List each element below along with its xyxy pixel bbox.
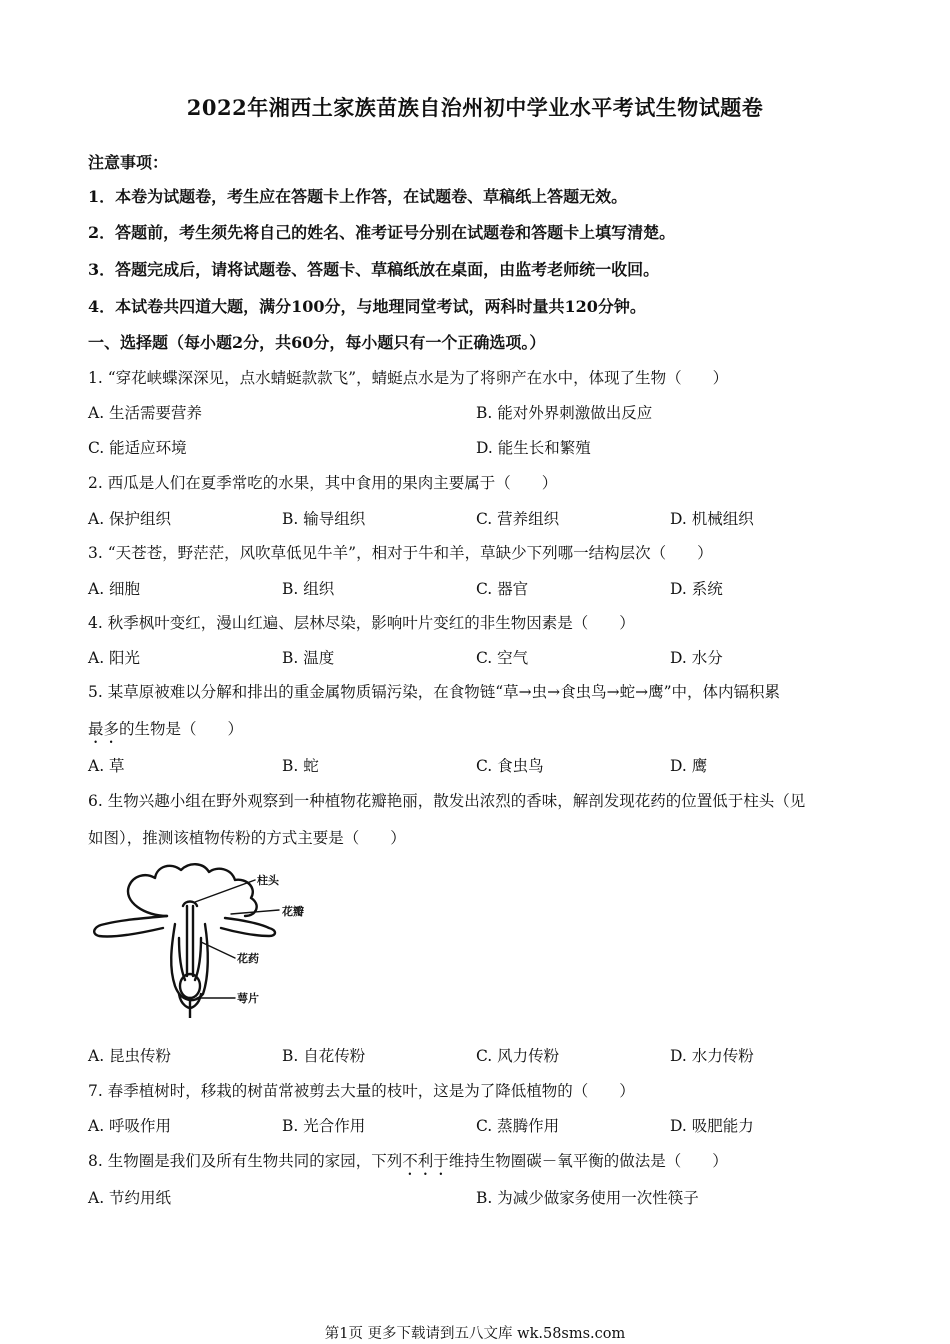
option: D. 能生长和繁殖 [476, 439, 591, 457]
stamen-line [179, 938, 185, 980]
notice-item: 2．答题前，考生须先将自己的姓名、准考证号分别在试题卷和答题卡上填写清楚。 [88, 223, 676, 242]
label-stigma: 柱头 [257, 874, 279, 887]
option: D. 系统 [670, 580, 723, 598]
option: C. 空气 [476, 649, 529, 667]
option: C. 营养组织 [476, 510, 560, 528]
question-stem-line2 [88, 717, 243, 747]
option: B. 蛇 [282, 757, 319, 775]
option: D. 水分 [670, 649, 723, 667]
emphasis-text: 不利于 [402, 1152, 449, 1170]
notice-item: 4．本试卷共四道大题，满分100分，与地理同堂考试，两科时量共120分钟。 [88, 297, 646, 316]
option: B. 自花传粉 [282, 1047, 366, 1065]
corolla-tube [171, 924, 208, 1000]
option: B. 能对外界刺激做出反应 [476, 404, 653, 422]
stem-tail: 的生物是（ ） [119, 720, 244, 738]
question-stem [88, 1149, 728, 1179]
option: A. 昆虫传粉 [88, 1047, 172, 1065]
question-stem-line2: 如图），推测该植物传粉的方式主要是（ ） [88, 829, 406, 847]
label-sepal: 萼片 [237, 992, 259, 1005]
stamen-line [195, 938, 201, 980]
petal-left-outline [94, 916, 167, 937]
option: C. 食虫鸟 [476, 757, 544, 775]
option: B. 组织 [282, 580, 335, 598]
question-stem: 4. 秋季枫叶变红，漫山红遍、层林尽染，影响叶片变红的非生物因素是（ ） [88, 614, 635, 632]
option: C. 能适应环境 [88, 439, 187, 457]
option: A. 保护组织 [88, 510, 172, 528]
option: B. 为减少做家务使用一次性筷子 [476, 1189, 699, 1207]
option: A. 草 [88, 757, 125, 775]
question-stem: 3. “天苍苍，野茫茫，风吹草低见牛羊”，相对于牛和羊，草缺少下列哪一结构层次（ ） [88, 544, 713, 562]
option: A. 细胞 [88, 580, 141, 598]
option: A. 节约用纸 [88, 1189, 172, 1207]
option: D. 吸肥能力 [670, 1117, 754, 1135]
notice-item: 1．本卷为试题卷，考生应在答题卡上作答，在试题卷、草稿纸上答题无效。 [88, 187, 628, 206]
petal-right-outline [221, 918, 275, 936]
option: C. 风力传粉 [476, 1047, 560, 1065]
ovary-shape [180, 974, 200, 998]
option: D. 水力传粉 [670, 1047, 754, 1065]
question-stem: 7. 春季植树时，移栽的树苗常被剪去大量的枝叶，这是为了降低植物的（ ） [88, 1082, 635, 1100]
page-title: 2022年湘西土家族苗族自治州初中学业水平考试生物试题卷 [186, 95, 764, 120]
option: A. 呼吸作用 [88, 1117, 172, 1135]
stem-tail: 维持生物圈碳－氧平衡的做法是（ ） [448, 1152, 728, 1170]
emphasis-text: 最多 [88, 720, 120, 738]
label-petal: 花瓣 [282, 905, 304, 918]
question-stem: 6. 生物兴趣小组在野外观察到一种植物花瓣艳丽，散发出浓烈的香味，解剖发现花药的位置低于柱头（见 [88, 792, 806, 810]
option: B. 温度 [282, 649, 335, 667]
option: D. 鹰 [670, 757, 708, 775]
leader-line [201, 942, 235, 958]
option: A. 生活需要营养 [88, 404, 203, 422]
option: B. 光合作用 [282, 1117, 366, 1135]
page-footer: 第1页 更多下载请到五八文库 wk.58sms.com [324, 1326, 626, 1342]
question-stem: 1. “穿花峡蝶深深见，点水蜻蜓款款飞”，蜻蜓点水是为了将卵产在水中，体现了生物（ ） [88, 369, 729, 387]
leader-line [195, 880, 255, 902]
option: B. 输导组织 [282, 510, 366, 528]
notice-heading: 注意事项： [88, 153, 169, 172]
option: D. 机械组织 [670, 510, 754, 528]
question-stem: 5. 某草原被难以分解和排出的重金属物质镉污染，在食物链“草→虫→食虫鸟→蛇→鹰”中，体内镉积累 [88, 683, 781, 701]
question-stem: 2. 西瓜是人们在夏季常吃的水果，其中食用的果肉主要属于（ ） [88, 474, 558, 492]
notice-item: 3．答题完成后，请将试题卷、答题卡、草稿纸放在桌面，由监考老师统一收回。 [88, 260, 660, 279]
flower-diagram [85, 858, 355, 1018]
stem-head: 8. 生物圈是我们及所有生物共同的家园，下列 [88, 1152, 403, 1170]
option: C. 蒸腾作用 [476, 1117, 560, 1135]
option: A. 阳光 [88, 649, 141, 667]
section-heading: 一、选择题（每小题2分，共60分，每小题只有一个正确选项。） [88, 333, 546, 352]
option: C. 器官 [476, 580, 529, 598]
label-anther: 花药 [237, 952, 259, 965]
